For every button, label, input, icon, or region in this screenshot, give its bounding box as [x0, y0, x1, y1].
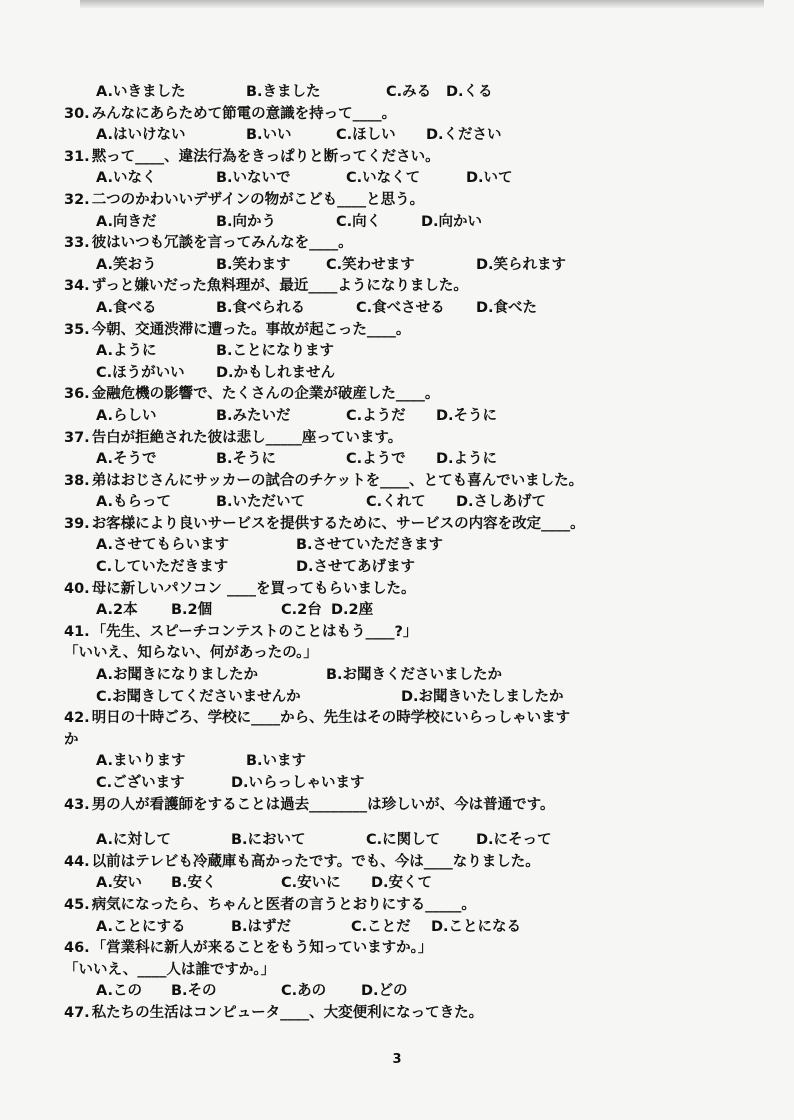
answer-option: D.させてあげます [296, 559, 416, 576]
answer-options [64, 535, 764, 557]
scan-edge [80, 0, 764, 8]
question-continuation: か [64, 731, 79, 748]
answer-option: B.安く [171, 875, 217, 892]
answer-option: A.この [96, 983, 142, 1000]
question-number: 45. [64, 896, 90, 913]
question-text: 「先生、スピーチコンテストのことはもう____?」 [91, 623, 418, 640]
answer-option: A.はいけない [96, 127, 186, 144]
question-stem [64, 190, 764, 212]
answer-option: D.ように [436, 451, 498, 468]
question-number: 35. [64, 321, 90, 338]
answer-option: D.笑られます [476, 256, 567, 273]
answer-option: C.2台 [281, 602, 322, 619]
question-text: みんなにあらためて節電の意識を持って____。 [91, 105, 397, 122]
answer-option: C.笑わせます [326, 256, 415, 273]
answer-option: B.います [246, 753, 307, 770]
answer-options [64, 492, 764, 514]
answer-option: B.させていただきます [296, 537, 444, 554]
question-stem [64, 384, 764, 406]
question-stem [64, 471, 764, 493]
answer-option: B.はずだ [231, 918, 292, 935]
answer-option: C.安いに [281, 875, 341, 892]
question-stem [64, 320, 764, 342]
answer-option: A.笑おう [96, 256, 157, 273]
answer-option: B.その [171, 983, 217, 1000]
question-number: 37. [64, 429, 90, 446]
question-number: 42. [64, 710, 90, 727]
answer-option: B.において [231, 832, 306, 849]
question-number: 41. [64, 623, 90, 640]
question-stem [64, 579, 764, 601]
question-number: 36. [64, 386, 90, 403]
question-text: 告白が拒絶された彼は悲し_____座っています。 [91, 429, 403, 446]
answer-option: B.お聞きくださいましたか [326, 667, 503, 684]
question-text: 男の人が看護師をすることは過去________は珍しいが、今は普通です。 [91, 796, 555, 813]
question-number: 33. [64, 235, 90, 252]
question-stem [64, 708, 764, 730]
answer-option: A.もらって [96, 494, 171, 511]
page-number: 3 [392, 1052, 402, 1067]
answer-options [64, 255, 764, 277]
answer-option: C.ほしい [336, 127, 396, 144]
answer-options [64, 665, 764, 687]
answer-option: A.いなく [96, 170, 157, 187]
answer-option: C.向く [336, 213, 382, 230]
question-stem [64, 622, 764, 644]
answer-option: A.2本 [96, 602, 138, 619]
answer-option: B.笑わます [216, 256, 291, 273]
answer-options [64, 82, 764, 104]
answer-option: A.ことにする [96, 918, 186, 935]
answer-options [64, 600, 764, 622]
question-number: 38. [64, 472, 90, 489]
answer-options [64, 406, 764, 428]
question-text: 明日の十時ごろ、学校に____から、先生はその時学校にいらっしゃいます [91, 710, 571, 727]
answer-option: D.そうに [436, 407, 498, 424]
answer-option: D.向かい [421, 213, 483, 230]
answer-options [64, 751, 764, 773]
answer-option: D.お聞きいたしましたか [401, 688, 564, 705]
answer-option: D.さしあげて [456, 494, 547, 511]
question-stem [64, 233, 764, 255]
answer-option: D.くる [446, 84, 493, 100]
question-stem [64, 895, 764, 917]
answer-option: B.みたいだ [216, 407, 291, 424]
answer-option: A.させてもらいます [96, 537, 229, 554]
answer-option: A.そうで [96, 451, 157, 468]
answer-option: D.かもしれません [216, 364, 336, 381]
answer-option: A.まいります [96, 753, 186, 770]
answer-options [64, 981, 764, 1003]
answer-option: D.安くて [371, 875, 433, 892]
answer-option: A.お聞きになりましたか [96, 667, 258, 684]
question-text: 金融危機の影響で、たくさんの企業が破産した____。 [91, 386, 440, 403]
answer-option: A.いきました [96, 84, 186, 100]
question-stem [64, 147, 764, 169]
question-text: 彼はいつも冗談を言ってみんなを____。 [91, 235, 353, 252]
question-stem [64, 852, 764, 874]
question-number: 32. [64, 191, 90, 208]
answer-option: C.食べさせる [356, 299, 445, 316]
answer-option: B.いい [246, 127, 292, 144]
question-stem [64, 938, 764, 960]
question-number: 39. [64, 515, 90, 532]
question-number: 30. [64, 105, 90, 122]
answer-option: B.食べられる [216, 299, 306, 316]
answer-option: D.にそって [476, 832, 552, 849]
question-stem [64, 104, 764, 126]
question-text: お客様により良いサービスを提供するために、サービスの内容を改定____。 [91, 515, 585, 532]
question-stem [64, 514, 764, 536]
answer-option: B.向かう [216, 213, 277, 230]
question-text: 「営業科に新人が来ることをもう知っていますか。」 [91, 940, 433, 957]
answer-option: C.いなくて [346, 170, 421, 187]
answer-option: D.2座 [331, 602, 374, 619]
answer-option: D.食べた [476, 299, 538, 316]
question-number: 43. [64, 796, 90, 813]
answer-options [64, 557, 764, 579]
answer-option: D.どの [361, 983, 408, 1000]
question-text: 私たちの生活はコンピュータ____、大変便利になってきた。 [91, 1004, 484, 1021]
answer-option: A.ように [96, 343, 157, 360]
question-stem [64, 276, 764, 298]
answer-option: D.ください [426, 127, 502, 144]
question-number: 31. [64, 148, 90, 165]
question-number: 40. [64, 580, 90, 597]
answer-option: C.みる [386, 84, 432, 100]
answer-option: C.ようだ [346, 407, 406, 424]
question-continuation: 「いいえ、知らない、何があったの。」 [64, 645, 318, 662]
question-number: 44. [64, 853, 90, 870]
answer-option: C.ようで [346, 451, 406, 468]
answer-option: B.いないで [216, 170, 291, 187]
question-number: 46. [64, 940, 90, 957]
question-text: 黙って____、違法行為をきっぱりと断ってください。 [91, 148, 440, 165]
question-stem [64, 1003, 764, 1025]
question-text: ずっと嫌いだった魚料理が、最近____ようになりました。 [91, 278, 468, 295]
question-list [64, 82, 764, 1025]
answer-option: B.そうに [216, 451, 277, 468]
answer-options [64, 830, 764, 852]
answer-options [64, 168, 764, 190]
question-text: 以前はテレビも冷蔵庫も高かったです。でも、今は____なりました。 [91, 853, 540, 870]
answer-option: C.お聞きしてくださいませんか [96, 688, 301, 705]
answer-options [64, 773, 764, 795]
answer-option: A.らしい [96, 407, 157, 424]
answer-option: C.に関して [366, 832, 441, 849]
answer-option: B.2個 [171, 602, 213, 619]
question-text: 二つのかわいいデザインの物がこども____と思う。 [91, 191, 425, 208]
answer-option: B.きました [246, 84, 321, 100]
answer-option: C.ほうがいい [96, 364, 185, 381]
answer-options [64, 298, 764, 320]
answer-option: D.ことになる [431, 918, 522, 935]
answer-options [64, 363, 764, 385]
question-text: 今朝、交通渋滞に遭った。事故が起こった____。 [91, 321, 411, 338]
question-text: 弟はおじさんにサッカーの試合のチケットを____、とても喜んでいました。 [91, 472, 584, 489]
answer-option: D.いて [466, 170, 513, 187]
answer-option: A.向きだ [96, 213, 157, 230]
spacer [64, 816, 764, 830]
answer-option: D.いらっしゃいます [231, 775, 365, 791]
question-text: 病気になったら、ちゃんと医者の言うとおりにする_____。 [91, 896, 476, 913]
answer-option: A.安い [96, 875, 142, 892]
question-stem [64, 428, 764, 450]
answer-options [64, 449, 764, 471]
answer-options [64, 125, 764, 147]
answer-option: B.ことになります [216, 343, 335, 360]
answer-option: C.ございます [96, 775, 185, 791]
question-continuation: 「いいえ、____人は誰ですか。」 [64, 961, 276, 978]
answer-option: C.していただきます [96, 559, 229, 576]
answer-options [64, 873, 764, 895]
answer-option: A.に対して [96, 832, 171, 849]
answer-option: C.あの [281, 983, 327, 1000]
question-stem [64, 795, 764, 817]
answer-option: B.いただいて [216, 494, 306, 511]
answer-options [64, 917, 764, 939]
answer-option: C.ことだ [351, 918, 411, 935]
question-number: 34. [64, 278, 90, 295]
answer-options [64, 212, 764, 234]
question-text: 母に新しいパソコン ____を買ってもらいました。 [91, 580, 416, 597]
answer-option: C.くれて [366, 494, 426, 511]
question-number: 47. [64, 1004, 90, 1021]
answer-options [64, 341, 764, 363]
answer-option: A.食べる [96, 299, 157, 316]
answer-options [64, 687, 764, 709]
